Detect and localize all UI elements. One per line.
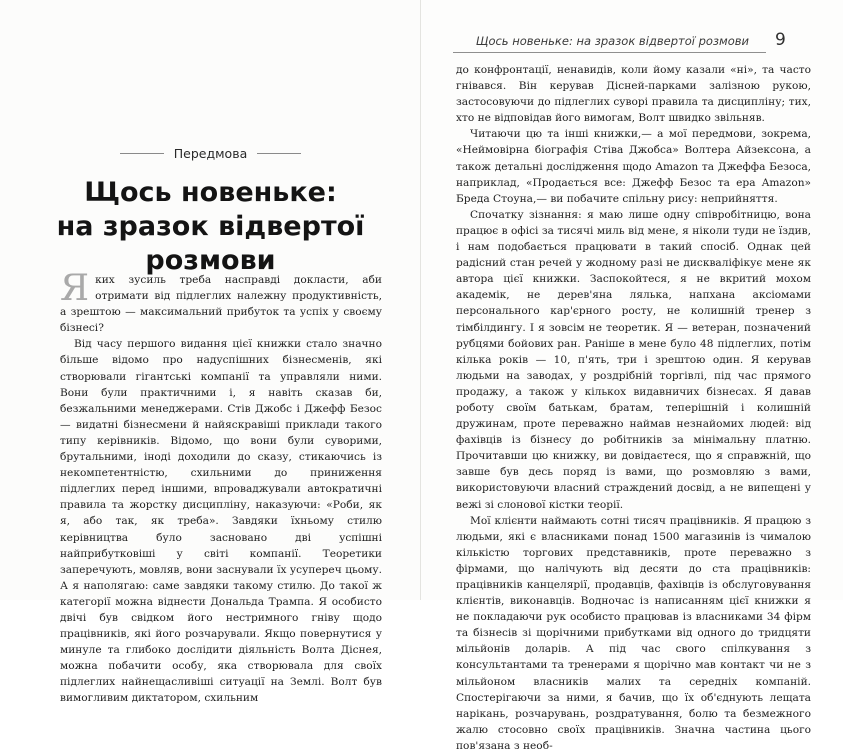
body-paragraph: Читаючи цю та інші книжки,— а мої передмови, зокрема, «Неймовірна біографія Стіва Джобса» Волтера Айзексона, а також детальні дослідження щодо Amazon та Джеффа Безоса, наприклад, «Продається все: Джефф Безос та ера Amazon» Бреда Стоуна,— ви побачите спільну рису: неприйняття. xyxy=(456,128,811,205)
body-paragraph: до конфронтації, ненавидів, коли йому казали «ні», та часто гнівався. Він керував Дісней-парками залізною рукою, застосовуючи до підлеглих суворі правила та дисципліну; тих, хто не відповідав його вимогам, Волт швидко звільняв. xyxy=(456,64,811,125)
running-head-rule xyxy=(453,52,766,53)
body-paragraph: Від часу першого видання цієї книжки стало значно більше відомо про надуспішних бізнесменів, які створювали гігантські компанії та управляли ними. Вони були практичними і, я навіть сказав би, безжальними менеджерами. Стів Джобс і Джефф Безос — видатні бізнесмени й найяскравіші приклади такого типу керівників. Відомо, що вони були суворими, брутальними, іноді доходили до сказу, стикаючись із некомпетентністю, схильними до приниження підлеглих перед іншими, впроваджували автократичні правила та жорстку дисципліну, наказуючи: «Роби, як я, або так, як треба». Завдяки їхньому стилю керівництва було засновано дві успішні найприбутковіші у світі компанії. Теоретики заперечують, мовляв, вони заснували їх усупереч цьому. А я наполягаю: саме завдяки такому стилю. До такої ж категорії можна віднести Дональда Трампа. Я особисто двічі був свідком його нестримного гніву щодо працівників, які його розчарували. Якщо повернутися у минуле та глибоко дослідити діяльність Волта Діснея, можна побачити особу, яка створювала для своїх підлеглих найнещасливіші ситуації на Землі. Волт був вимогливим диктатором, схильним xyxy=(60,338,382,705)
left-page xyxy=(0,0,421,705)
section-label-text: Передмова xyxy=(173,146,248,161)
body-paragraph: Спочатку зізнання: я маю лише одну співробітницю, вона працює в офісі за тисячі миль від мене, я ніколи туди не їздив, і нам подобається працювати в такий спосіб. Однак цей радісний стан речей у жодному разі не дискваліфікує мене як автора цієї книжки. Заспокойтеся, я не вкритий мохом академік, не дерев'яна лялька, напхана аксіомами персонального кар'єрного росту, не колишній тренер з тімбілдингу. І я зовсім не теоретик. Я — ветеран, позначений рубцями бойових ран. Раніше в мене було 48 підлеглих, потім кілька років — 10, п'ять, три і зрештою один. Я керував людьми на заводах, у роздрібній торгівлі, під час прямого продажу, а також у кількох видавничих бізнесах. Я давав роботу своїм батькам, братам, теперішній і колишній дружинам, проте переважно наймав незнайомих людей: від фахівців із бізнесу до робітників за мінімальну платню. Прочитавши цю книжку, ви довідаєтеся, що я справжній, що завше був десь поряд із вами, що розмовляю з вами, використовуючи власний страждений досвід, а не випещені у вежі зі слонової кістки теорії. xyxy=(456,208,811,511)
running-head: Щось новеньке: на зразок відвертої розмови xyxy=(475,34,749,48)
section-label-rule-right xyxy=(257,153,301,154)
chapter-title-line-1: Щось новеньке: xyxy=(84,177,337,208)
right-page xyxy=(421,0,843,752)
section-label xyxy=(0,146,421,161)
opening-paragraph xyxy=(60,268,382,336)
drop-cap: Я xyxy=(60,268,90,309)
left-page-body xyxy=(60,268,382,707)
page-number: 9 xyxy=(775,30,786,50)
chapter-title xyxy=(0,176,421,278)
chapter-title-line-2: на зразок відвертої розмови xyxy=(56,211,365,276)
body-paragraph: Мої клієнти наймають сотні тисяч працівників. Я працюю з людьми, які є власниками понад 1500 магазинів із чималою кількістю торгових представників, проте переважно з фірмами, що налічують від десяти до ста працівників: працівників канцелярії, продавців, фахівців із обслуговування клієнтів, виконавців. Водночас із написанням цієї книжки я не покладаючи рук особисто працював із власниками 34 фірм та бізнесів зі щорічними прибутками від одного до тридцяти мільйонів доларів. А під час свого спілкування з консультантами та тренерами я щорічно мав контакт чи не з мільйоном власників малих та середніх компаній. Спостерігаючи за ними, я бачив, що їх об'єднують лещата нарікань, розчарувань, роздратування, болю та безмежного жалю стосовно своїх працівників. Значна частина цього пов'язана з необ- xyxy=(456,514,811,752)
section-label-rule-left xyxy=(120,153,164,154)
opening-paragraph-text: ких зусиль треба насправді докласти, аби отримати від підлеглих належну продуктивність, а зрештою — максимальний прибуток та успіх у своєму бізнесі? xyxy=(60,274,382,335)
right-page-body xyxy=(456,62,811,754)
